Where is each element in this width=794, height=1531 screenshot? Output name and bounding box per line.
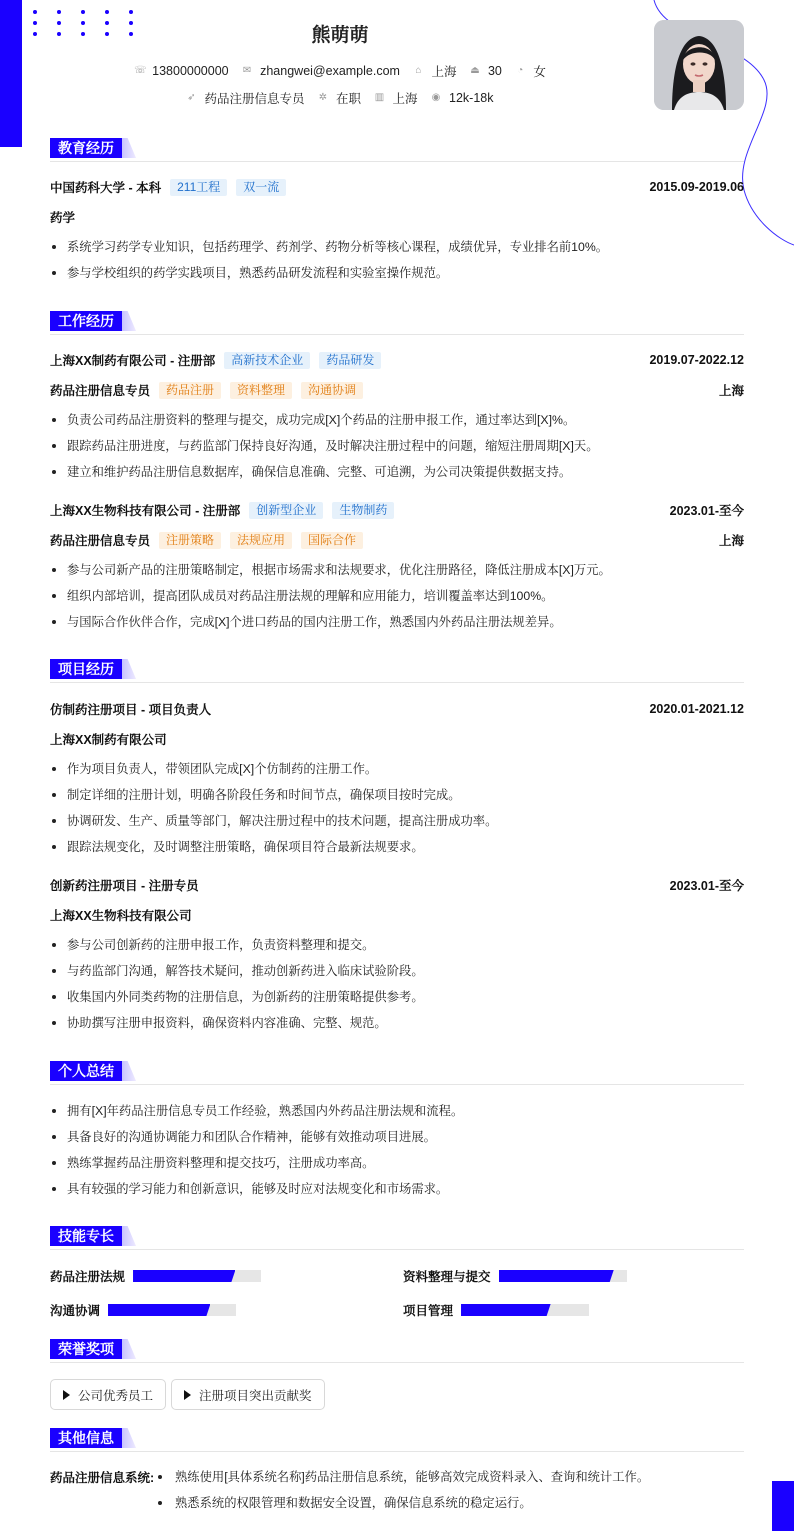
- job-period: 2019.07-2022.12: [649, 353, 744, 367]
- company-tag: 创新型企业: [249, 502, 323, 519]
- list-item: 协调研发、生产、质量等部门，解决注册过程中的技术问题，提高注册成功率。: [50, 811, 744, 837]
- section-skills-title: [50, 1226, 744, 1250]
- other-info-bullets: [158, 1467, 649, 1519]
- role-tag: 资料整理: [230, 382, 292, 399]
- job-role: 药品注册信息专员: [50, 534, 151, 548]
- project-period: 2023.01-至今: [669, 879, 744, 893]
- skill-item: [403, 1266, 627, 1286]
- project-name: 创新药注册项目 - 注册专员: [50, 879, 199, 893]
- list-item: 系统学习药学专业知识，包括药理学、药剂学、药物分析等核心课程，成绩优异，专业排名前10%。: [50, 237, 744, 263]
- section-label: 技能专长: [50, 1226, 122, 1246]
- phone-icon: ☏: [134, 65, 147, 76]
- project-name: 仿制药注册项目 - 项目负责人: [50, 703, 212, 717]
- skill-name: 项目管理: [403, 1304, 454, 1318]
- company-name: 上海XX制药有限公司 - 注册部: [50, 354, 216, 368]
- section-divider: [50, 161, 744, 162]
- skill-bar: [108, 1304, 236, 1316]
- section-label-shade: [122, 1061, 136, 1081]
- section-education-title: [50, 138, 744, 162]
- section-label: 项目经历: [50, 659, 122, 679]
- list-item: 与国际合作伙伴合作，完成[X]个进口药品的国内注册工作，熟悉国内外药品注册法规差异。: [50, 612, 744, 638]
- job-intent-row: [0, 89, 680, 107]
- gender: 女: [533, 65, 546, 79]
- list-item: 具有较强的学习能力和创新意识，能够及时应对法规变化和市场需求。: [50, 1179, 744, 1205]
- list-item: 跟踪药品注册进度，与药监部门保持良好沟通，及时解决注册过程中的问题，缩短注册周期[X]天。: [50, 436, 744, 462]
- project-1-header: [50, 699, 744, 719]
- list-item: 收集国内外同类药物的注册信息，为创新药的注册策略提供参考。: [50, 987, 744, 1013]
- skill-item: [403, 1300, 589, 1320]
- school-tag: 211工程: [170, 179, 227, 196]
- skill-bar: [461, 1304, 589, 1316]
- location: 上海: [431, 65, 457, 79]
- award-name: 注册项目突出贡献奖: [199, 1388, 312, 1403]
- project-1-company-row: [50, 729, 744, 749]
- phone-number: 13800000000: [152, 64, 229, 78]
- job-1-role-row: [50, 380, 744, 400]
- skill-bar-fill: [133, 1270, 235, 1282]
- section-divider: [50, 1249, 744, 1250]
- list-item: 熟悉系统的权限管理和数据安全设置，确保信息系统的稳定运行。: [158, 1493, 649, 1519]
- section-divider: [50, 1084, 744, 1085]
- section-divider: [50, 682, 744, 683]
- resume-header: [0, 0, 794, 130]
- skill-bar-fill: [499, 1270, 614, 1282]
- skill-item: [50, 1266, 261, 1286]
- gender-icon: ◔: [517, 65, 524, 76]
- list-item: 作为项目负责人，带领团队完成[X]个仿制药的注册工作。: [50, 759, 744, 785]
- section-label-shade: [122, 659, 136, 679]
- education-period: 2015.09-2019.06: [649, 180, 744, 194]
- section-label: 个人总结: [50, 1061, 122, 1081]
- job-2-role-row: [50, 530, 744, 550]
- section-work-title: [50, 311, 744, 335]
- list-item: 参与学校组织的药学实践项目，熟悉药品研发流程和实验室操作规范。: [50, 263, 744, 289]
- section-label: 荣誉奖项: [50, 1339, 122, 1359]
- section-label: 教育经历: [50, 138, 122, 158]
- building-icon: ▥: [374, 92, 385, 103]
- send-icon: ➶: [187, 92, 196, 103]
- project-2-company-row: [50, 905, 744, 925]
- section-label-shade: [122, 138, 136, 158]
- section-projects-title: [50, 659, 744, 683]
- list-item: 拥有[X]年药品注册信息专员工作经验，熟悉国内外药品注册法规和流程。: [50, 1101, 744, 1127]
- job-1-header: [50, 350, 744, 370]
- target-position: 药品注册信息专员: [204, 92, 305, 106]
- major: 药学: [50, 211, 76, 225]
- project-period: 2020.01-2021.12: [649, 702, 744, 716]
- list-item: 熟练掌握药品注册资料整理和提交技巧，注册成功率高。: [50, 1153, 744, 1179]
- contact-row: [0, 62, 680, 80]
- school-tag: 双一流: [236, 179, 286, 196]
- skill-name: 沟通协调: [50, 1304, 101, 1318]
- award-badge: [50, 1379, 166, 1410]
- section-label-shade: [122, 311, 136, 331]
- job-1-bullets: [50, 410, 744, 488]
- section-other-title: [50, 1428, 744, 1452]
- section-label: 工作经历: [50, 311, 122, 331]
- role-tag: 注册策略: [159, 532, 221, 549]
- list-item: 熟练使用[具体系统名称]药品注册信息系统，能够高效完成资料录入、查询和统计工作。: [158, 1467, 649, 1493]
- section-divider: [50, 1362, 744, 1363]
- job-period: 2023.01-至今: [669, 504, 744, 518]
- section-label-shade: [122, 1339, 136, 1359]
- section-label: 其他信息: [50, 1428, 122, 1448]
- bottom-right-accent-bar: [772, 1481, 794, 1531]
- list-item: 制定详细的注册计划，明确各阶段任务和时间节点，确保项目按时完成。: [50, 785, 744, 811]
- section-divider: [50, 334, 744, 335]
- award-name: 公司优秀员工: [78, 1388, 154, 1403]
- job-role: 药品注册信息专员: [50, 384, 151, 398]
- company-tag: 药品研发: [319, 352, 381, 369]
- mail-icon: ✉: [242, 65, 252, 76]
- project-company: 上海XX制药有限公司: [50, 733, 167, 747]
- award-badge: [171, 1379, 325, 1410]
- home-icon: ⌂: [415, 65, 422, 76]
- age: 30: [487, 64, 502, 78]
- list-item: 具备良好的沟通协调能力和团队合作精神，能够有效推动项目进展。: [50, 1127, 744, 1153]
- role-tag: 法规应用: [230, 532, 292, 549]
- list-item: 参与公司创新药的注册申报工作，负责资料整理和提交。: [50, 935, 744, 961]
- play-icon: [184, 1390, 191, 1400]
- list-item: 参与公司新产品的注册策略制定，根据市场需求和法规要求，优化注册路径，降低注册成本[X]万元。: [50, 560, 744, 586]
- project-company: 上海XX生物科技有限公司: [50, 909, 192, 923]
- skill-name: 药品注册法规: [50, 1270, 126, 1284]
- company-tag: 高新技术企业: [224, 352, 310, 369]
- age-icon: ⏏: [470, 65, 480, 76]
- skill-bar: [499, 1270, 627, 1282]
- job-2-header: [50, 500, 744, 520]
- section-awards-title: [50, 1339, 744, 1363]
- school-name: 中国药科大学 - 本科: [50, 181, 162, 195]
- list-item: 组织内部培训，提高团队成员对药品注册法规的理解和应用能力，培训覆盖率达到100%。: [50, 586, 744, 612]
- section-label-shade: [122, 1428, 136, 1448]
- summary-bullets: [50, 1101, 744, 1205]
- job-2-bullets: [50, 560, 744, 638]
- job-status: 在职: [336, 92, 362, 106]
- company-tag: 生物制药: [332, 502, 394, 519]
- role-tag: 国际合作: [301, 532, 363, 549]
- list-item: 负责公司药品注册资料的整理与提交，成功完成[X]个药品的注册申报工作，通过率达到[X]%。: [50, 410, 744, 436]
- company-name: 上海XX生物科技有限公司 - 注册部: [50, 504, 241, 518]
- skill-name: 资料整理与提交: [403, 1270, 491, 1284]
- project-2-bullets: [50, 935, 744, 1039]
- section-label-shade: [122, 1226, 136, 1246]
- candidate-name: 熊萌萌: [311, 25, 369, 46]
- role-tag: 药品注册: [159, 382, 221, 399]
- list-item: 建立和维护药品注册信息数据库，确保信息准确、完整、可追溯，为公司决策提供数据支持。: [50, 462, 744, 488]
- skill-item: [50, 1300, 236, 1320]
- job-city: 上海: [718, 384, 744, 398]
- play-icon: [63, 1390, 70, 1400]
- work-city: 上海: [392, 92, 418, 106]
- education-bullets: [50, 237, 744, 289]
- profile-photo: [654, 20, 744, 110]
- other-info-label: 药品注册信息系统:: [50, 1471, 155, 1485]
- section-summary-title: [50, 1061, 744, 1085]
- skill-bar: [133, 1270, 261, 1282]
- role-tag: 沟通协调: [301, 382, 363, 399]
- expected-salary: 12k-18k: [449, 91, 494, 105]
- project-2-header: [50, 875, 744, 895]
- salary-icon: ◉: [431, 92, 441, 103]
- job-city: 上海: [718, 534, 744, 548]
- status-icon: ✲: [318, 92, 328, 103]
- list-item: 协助撰写注册申报资料，确保资料内容准确、完整、规范。: [50, 1013, 744, 1039]
- list-item: 跟踪法规变化，及时调整注册策略，确保项目符合最新法规要求。: [50, 837, 744, 863]
- list-item: 与药监部门沟通，解答技术疑问，推动创新药进入临床试验阶段。: [50, 961, 744, 987]
- project-1-bullets: [50, 759, 744, 863]
- skill-bar-fill: [461, 1304, 551, 1316]
- skill-bar-fill: [108, 1304, 210, 1316]
- education-major-row: [50, 207, 744, 227]
- section-divider: [50, 1451, 744, 1452]
- email-address: zhangwei@example.com: [260, 64, 400, 78]
- education-header: [50, 177, 744, 197]
